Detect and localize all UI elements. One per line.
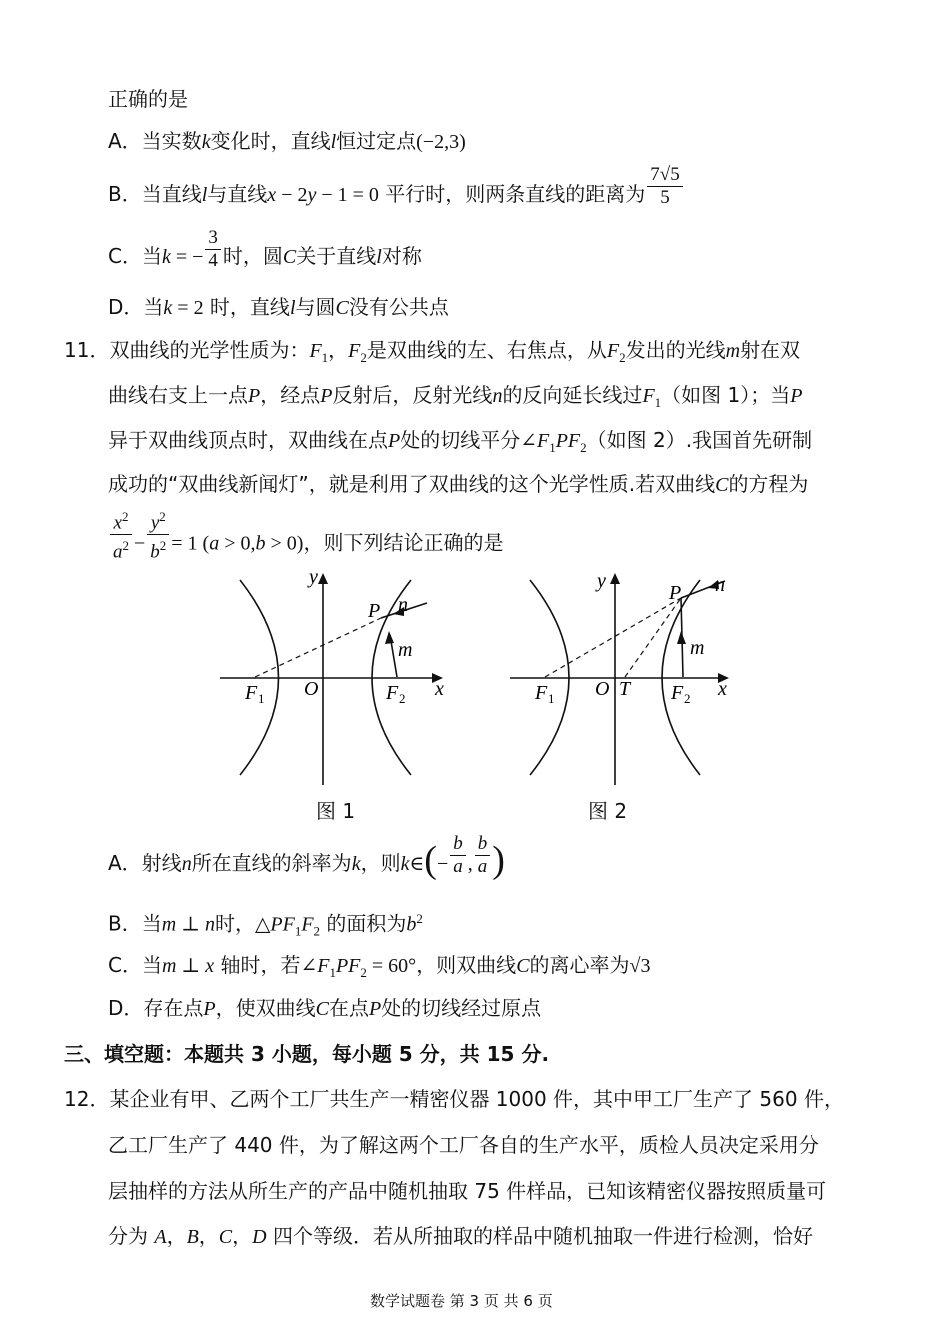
section-3-title: 三、填空题：本题共 3 小题，每小题 5 分，共 15 分. [64,1042,550,1066]
q10-intro: 正确的是 [108,87,188,111]
q10-option-a: A．当实数k变化时，直线l恒过定点(−2,3) [108,129,466,153]
fig1-label-n: n [398,594,408,616]
fig2-caption: 图 2 [588,799,628,823]
q11-line-4: 成功的“双曲线新闻灯”，就是利用了双曲线的这个光学性质.若双曲线C的方程为 [108,472,809,496]
fig1-label-p: P [368,600,381,622]
fig2-dashed-f1p [545,598,681,677]
fig2-label-x: x [718,678,727,700]
q12-line-4: 分为 A，B，C，D 四个等级．若从所抽取的样品中随机抽取一件进行检测，恰好 [108,1224,813,1248]
fig2-arrow-m [677,631,686,644]
q10-option-c: C．当k = − $\frac{3}{4}$ 时，圆C关于直线l对称 [108,227,422,271]
q12-line-2: 乙工厂生产了 440 件，为了解这两个工厂各自的生产水平，质检人员决定采用分 [108,1133,819,1157]
fig2-y-arrow [610,573,620,584]
q11-line-2: 曲线右支上一点P，经点P反射后，反射光线n的反向延长线过$F_1$（如图 1）；当P [108,383,803,410]
fig2-label-n: n [715,574,725,596]
fig1-arrow-m [385,631,394,644]
page-footer: 数学试题卷 第 3 页 共 6 页 [370,1292,553,1310]
fig1-caption: 图 1 [316,799,356,823]
fig1-label-f1-sub: 1 [258,691,265,706]
q11-line-3: 异于双曲线顶点时，双曲线在点P处的切线平分$\angle F_1PF_2$（如图 2）.我国首先研制 [108,428,813,455]
fig2-label-f2: F [671,682,684,704]
fig1-label-y: y [309,566,318,588]
q11-option-a: A．射线n所在直线的斜率为k，则k∈(− $\frac{b}{a}$ , $\frac{b}{a}$ ) [108,833,505,881]
figure-1 [205,565,455,790]
fig1-label-m: m [398,639,413,661]
fig1-label-o: O [304,678,319,700]
q11-option-c: C．当m ⊥ x 轴时，若$\angle F_1PF_2 = 60^\circ$，则双曲线C的离心率为√3 [108,953,651,980]
fig2-label-y: y [597,570,606,592]
fig2-label-f2-sub: 2 [684,691,691,706]
fig2-label-m: m [690,637,705,659]
fig1-label-f2-sub: 2 [399,691,406,706]
q11-option-d: D．存在点P，使双曲线C在点P处的切线经过原点 [108,996,542,1020]
fig2-label-f1-sub: 1 [548,691,555,706]
fig1-dashed-line [255,618,381,677]
q10-option-b: B．当直线l与直线x − 2y − 1 = 0 平行时，则两条直线的距离为 $\frac{7√5}{5}$ [108,181,685,209]
fig2-label-t: T [619,678,631,700]
q12-line-1: 12．某企业有甲、乙两个工厂共生产一精密仪器 1000 件，其中甲工厂生产了 560 件， [64,1087,844,1111]
fig2-label-o: O [595,678,610,700]
fig2-label-f1: F [535,682,548,704]
fig1-label-f1: F [245,682,258,704]
q12-line-3: 层抽样的方法从所生产的产品中随机抽取 75 件样品，已知该精密仪器按照质量可 [108,1179,827,1203]
fig1-y-arrow [318,573,328,584]
q11-line-1: 11．双曲线的光学性质为：$F_1$，$F_2$是双曲线的左、右焦点，从$F_2$发出的光线m射在双 [64,338,801,365]
q11-line-5: $\frac{x^2}{a^2}$ − $\frac{y^2}{b^2}$ = 1 (a > 0,b > 0)，则下列结论正确的是 [108,524,503,564]
fig1-label-x: x [435,678,444,700]
fig2-dashed-tp [625,598,681,677]
figure-2 [505,565,750,790]
q10-option-d: D．当k = 2 时，直线l与圆C没有公共点 [108,295,449,319]
fig1-label-f2: F [386,682,399,704]
q11-option-b: B．当m ⊥ n时，$\triangle PF_1F_2$ 的面积为$b^2$ [108,911,423,939]
fig2-label-p: P [669,582,682,604]
